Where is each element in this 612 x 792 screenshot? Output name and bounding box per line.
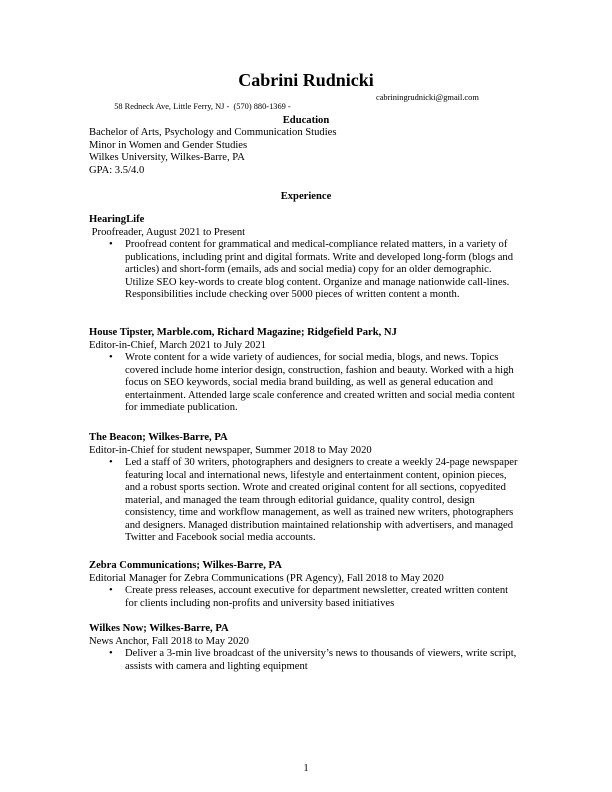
job-house-tipster: [89, 327, 519, 415]
bullet-text: Led a staff of 30 writers, photographers and designers to create a weekly 24-page newspaper featuring local and international news, lifestyle and entertainment content, opinion pieces, and a robust sports section. Wrote and created original content for all sections, copyedited material, and managed the team through editorial guidance, quality control, design consistency, time and workflow management, as well as trained new writers, photographers and designers. Managed distribution maintained relationship with advertisers, and managed Twitter and Facebook social media accounts.: [125, 457, 518, 543]
job-bullet: [89, 239, 519, 302]
job-role: Editor-in-Chief, March 2021 to July 2021: [89, 339, 266, 351]
contact-email: cabriningrudnicki@gmail.com: [376, 93, 479, 102]
bullet-text: Wrote content for a wide variety of audiences, for social media, blogs, and news. Topics covered include home interior design, construction, fashion and beauty. Worked with a high focus on SEO keywords, social media brand building, as well as general education and entertainment. Attended large scale conference and created written and social media content for immediate publication.: [125, 352, 515, 413]
job-role: Editor-in-Chief for student newspaper, Summer 2018 to May 2020: [89, 444, 372, 456]
degree: Bachelor of Arts, Psychology and Communication Studies: [89, 127, 337, 138]
gpa: GPA: 3.5/4.0: [89, 164, 145, 176]
bullet-text: Proofread content for grammatical and medical-compliance related matters, in a variety of publications, including print and digital formats. Write and developed long-form (blogs and articles) and short-form (emails, ads and social media) copy for an older demographic. Utilize SEO key-words to create blog content. Organize and manage nationwide call-lines. Responsibilities include checking over 5000 pieces of written content a month.: [125, 239, 514, 300]
job-org: House Tipster, Marble.com, Richard Magazine; Ridgefield Park, NJ: [89, 327, 397, 338]
job-bullet: [89, 585, 519, 610]
job-org: The Beacon; Wilkes-Barre, PA: [89, 432, 228, 443]
bullet-text: Deliver a 3-min live broadcast of the university’s news to thousands of viewers, write script, assists with camera and lighting equipment: [125, 648, 517, 672]
job-hearinglife: [89, 214, 519, 302]
contact-address-phone: 58 Redneck Ave, Little Ferry, NJ - (570) 880-1369 -: [114, 102, 291, 111]
bullet-icon: •: [109, 352, 113, 363]
job-bullet: [89, 457, 519, 545]
job-role: News Anchor, Fall 2018 to May 2020: [89, 635, 249, 647]
bullet-icon: •: [109, 585, 113, 596]
candidate-name: Cabrini Rudnicki: [238, 70, 374, 90]
bullet-icon: •: [109, 239, 113, 250]
bullet-text: Create press releases, account executive for department newsletter, created written content for clients including non-profits and university based initiatives: [125, 585, 509, 609]
education-heading: Education: [282, 115, 330, 126]
job-the-beacon: [89, 432, 519, 545]
job-bullet: [89, 352, 519, 415]
job-wilkes-now: [89, 623, 519, 673]
page-number: 1: [303, 763, 309, 774]
bullet-icon: •: [109, 648, 113, 659]
job-role: Proofreader, August 2021 to Present: [89, 226, 246, 238]
job-org: Wilkes Now; Wilkes-Barre, PA: [89, 623, 229, 634]
education-section: [89, 127, 519, 177]
job-org: HearingLife: [89, 214, 145, 225]
job-org: Zebra Communications; Wilkes-Barre, PA: [89, 560, 282, 571]
bullet-icon: •: [109, 457, 113, 468]
university: Wilkes University, Wilkes-Barre, PA: [89, 152, 245, 163]
experience-heading: Experience: [280, 191, 332, 202]
job-role: Editorial Manager for Zebra Communications (PR Agency), Fall 2018 to May 2020: [89, 572, 444, 584]
job-zebra-communications: [89, 560, 519, 610]
minor: Minor in Women and Gender Studies: [89, 139, 248, 151]
job-bullet: [89, 648, 519, 673]
